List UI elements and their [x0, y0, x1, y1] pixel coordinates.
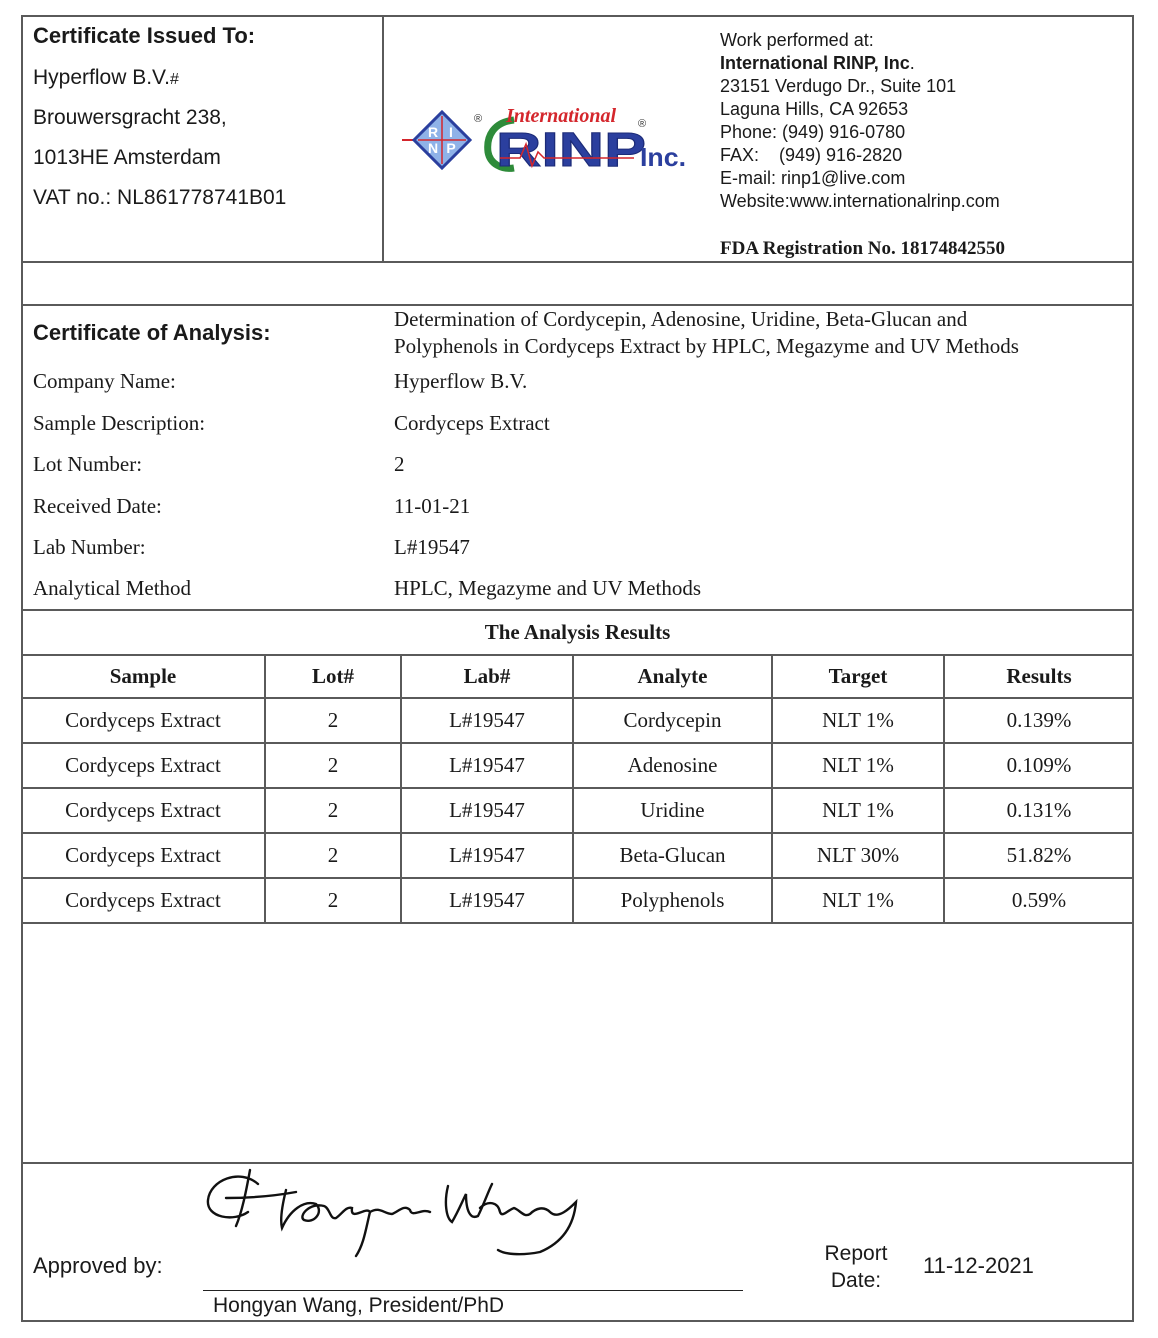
field-value-analytical-method: HPLC, Megazyme and UV Methods — [394, 576, 701, 600]
divider — [382, 15, 384, 262]
divider — [21, 261, 1134, 263]
field-value-lab-number: L#19547 — [394, 535, 470, 559]
logo-badge-letter-n: N — [427, 140, 439, 156]
signer-name: Hongyan Wang, President/PhD — [213, 1294, 505, 1317]
fda-registration: FDA Registration No. 18174842550 — [720, 238, 1005, 259]
customer-name-mark: # — [169, 71, 179, 88]
signature-line — [203, 1290, 743, 1291]
lab-address-line2: Laguna Hills, CA 92653 — [720, 99, 909, 119]
cell-sample: Cordyceps Extract — [22, 788, 265, 833]
coa-title: Certificate of Analysis: — [33, 320, 271, 345]
cell-analyte: Polyphenols — [573, 878, 772, 923]
field-label-company-name: Company Name: — [33, 369, 176, 393]
logo-badge-letter-i: I — [449, 124, 453, 140]
lab-fax-label: FAX: — [720, 145, 760, 165]
lab-company-period: . — [909, 53, 915, 73]
report-date-label — [806, 1240, 906, 1294]
report-label-line2: Date: — [830, 1269, 882, 1292]
lab-fax-number: (949) 916-2820 — [779, 145, 903, 165]
field-label-received-date: Received Date: — [33, 494, 162, 518]
field-value-company-name: Hyperflow B.V. — [394, 369, 528, 393]
customer-name-text: Hyperflow B.V. — [33, 66, 170, 89]
cell-sample: Cordyceps Extract — [22, 698, 265, 743]
cell-analyte: Beta-Glucan — [573, 833, 772, 878]
cell-lot: 2 — [265, 833, 401, 878]
col-header-lab: Lab# — [401, 655, 573, 698]
results-table — [22, 654, 1133, 924]
results-header-row — [22, 655, 1133, 698]
lab-company-name: International RINP, Inc — [720, 53, 910, 73]
lab-address-line1: 23151 Verdugo Dr., Suite 101 — [720, 76, 957, 96]
cell-analyte: Adenosine — [573, 743, 772, 788]
cell-target: NLT 30% — [772, 833, 944, 878]
table-row — [22, 878, 1133, 923]
cell-sample: Cordyceps Extract — [22, 743, 265, 788]
company-logo — [402, 100, 692, 180]
customer-vat: VAT no.: NL861778741B01 — [33, 186, 287, 209]
logo-badge-letter-p: P — [446, 140, 456, 156]
cell-lot: 2 — [265, 743, 401, 788]
customer-address-line2: 1013HE Amsterdam — [33, 146, 221, 169]
signature — [200, 1162, 590, 1262]
logo-suffix: Inc. — [640, 142, 686, 172]
lab-phone: Phone: (949) 916-0780 — [720, 122, 906, 142]
field-label-analytical-method: Analytical Method — [33, 576, 192, 600]
cell-lab: L#19547 — [401, 698, 573, 743]
lab-email: E-mail: rinp1@live.com — [720, 168, 906, 188]
cell-result: 0.109% — [944, 743, 1133, 788]
field-value-lot-number: 2 — [394, 452, 405, 476]
cell-lab: L#19547 — [401, 878, 573, 923]
cell-lot: 2 — [265, 878, 401, 923]
divider — [21, 609, 1134, 611]
col-header-lot: Lot# — [265, 655, 401, 698]
col-header-sample: Sample — [22, 655, 265, 698]
cell-lab: L#19547 — [401, 743, 573, 788]
field-label-lab-number: Lab Number: — [33, 535, 146, 559]
cell-lot: 2 — [265, 698, 401, 743]
col-header-target: Target — [772, 655, 944, 698]
determination-line2: Polyphenols in Cordyceps Extract by HPLC, Megazyme and UV Methods — [394, 334, 1019, 358]
lab-website: Website:www.internationalrinp.com — [720, 191, 1000, 211]
cell-result: 0.59% — [944, 878, 1133, 923]
divider — [21, 304, 1134, 306]
cell-analyte: Cordycepin — [573, 698, 772, 743]
results-title: The Analysis Results — [484, 620, 671, 644]
table-row — [22, 833, 1133, 878]
cell-lot: 2 — [265, 788, 401, 833]
logo-script-text: International — [506, 105, 617, 127]
logo-main-text: RINP — [496, 124, 646, 177]
cell-result: 0.131% — [944, 788, 1133, 833]
table-row — [22, 698, 1133, 743]
issued-to-title: Certificate Issued To: — [33, 23, 256, 48]
logo-registered-mark: ® — [474, 113, 483, 125]
cell-lab: L#19547 — [401, 788, 573, 833]
lab-company — [720, 52, 915, 75]
cell-target: NLT 1% — [772, 878, 944, 923]
determination-line1: Determination of Cordycepin, Adenosine, Uridine, Beta-Glucan and — [394, 307, 968, 331]
cell-target: NLT 1% — [772, 743, 944, 788]
cell-result: 51.82% — [944, 833, 1133, 878]
cell-target: NLT 1% — [772, 788, 944, 833]
field-value-sample-description: Cordyceps Extract — [394, 411, 550, 435]
logo-registered-mark-2: ® — [638, 118, 647, 130]
report-label-line1: Report — [824, 1242, 888, 1265]
approved-by-label: Approved by: — [33, 1253, 163, 1278]
field-value-received-date: 11-01-21 — [394, 494, 471, 518]
cell-analyte: Uridine — [573, 788, 772, 833]
customer-address-line1: Brouwersgracht 238, — [33, 106, 227, 129]
signature-graphic — [200, 1162, 590, 1262]
col-header-analyte: Analyte — [573, 655, 772, 698]
company-logo-graphic — [402, 100, 692, 180]
report-date-value: 11-12-2021 — [923, 1253, 1034, 1278]
col-header-results: Results — [944, 655, 1133, 698]
cell-sample: Cordyceps Extract — [22, 878, 265, 923]
logo-badge-letter-r: R — [427, 124, 439, 140]
work-performed-label: Work performed at: — [720, 30, 874, 50]
lab-fax — [720, 144, 902, 167]
field-label-sample-description: Sample Description: — [33, 411, 206, 435]
field-label-lot-number: Lot Number: — [33, 452, 143, 476]
table-row — [22, 788, 1133, 833]
cell-sample: Cordyceps Extract — [22, 833, 265, 878]
cell-result: 0.139% — [944, 698, 1133, 743]
cell-target: NLT 1% — [772, 698, 944, 743]
customer-name — [33, 66, 179, 90]
table-row — [22, 743, 1133, 788]
cell-lab: L#19547 — [401, 833, 573, 878]
